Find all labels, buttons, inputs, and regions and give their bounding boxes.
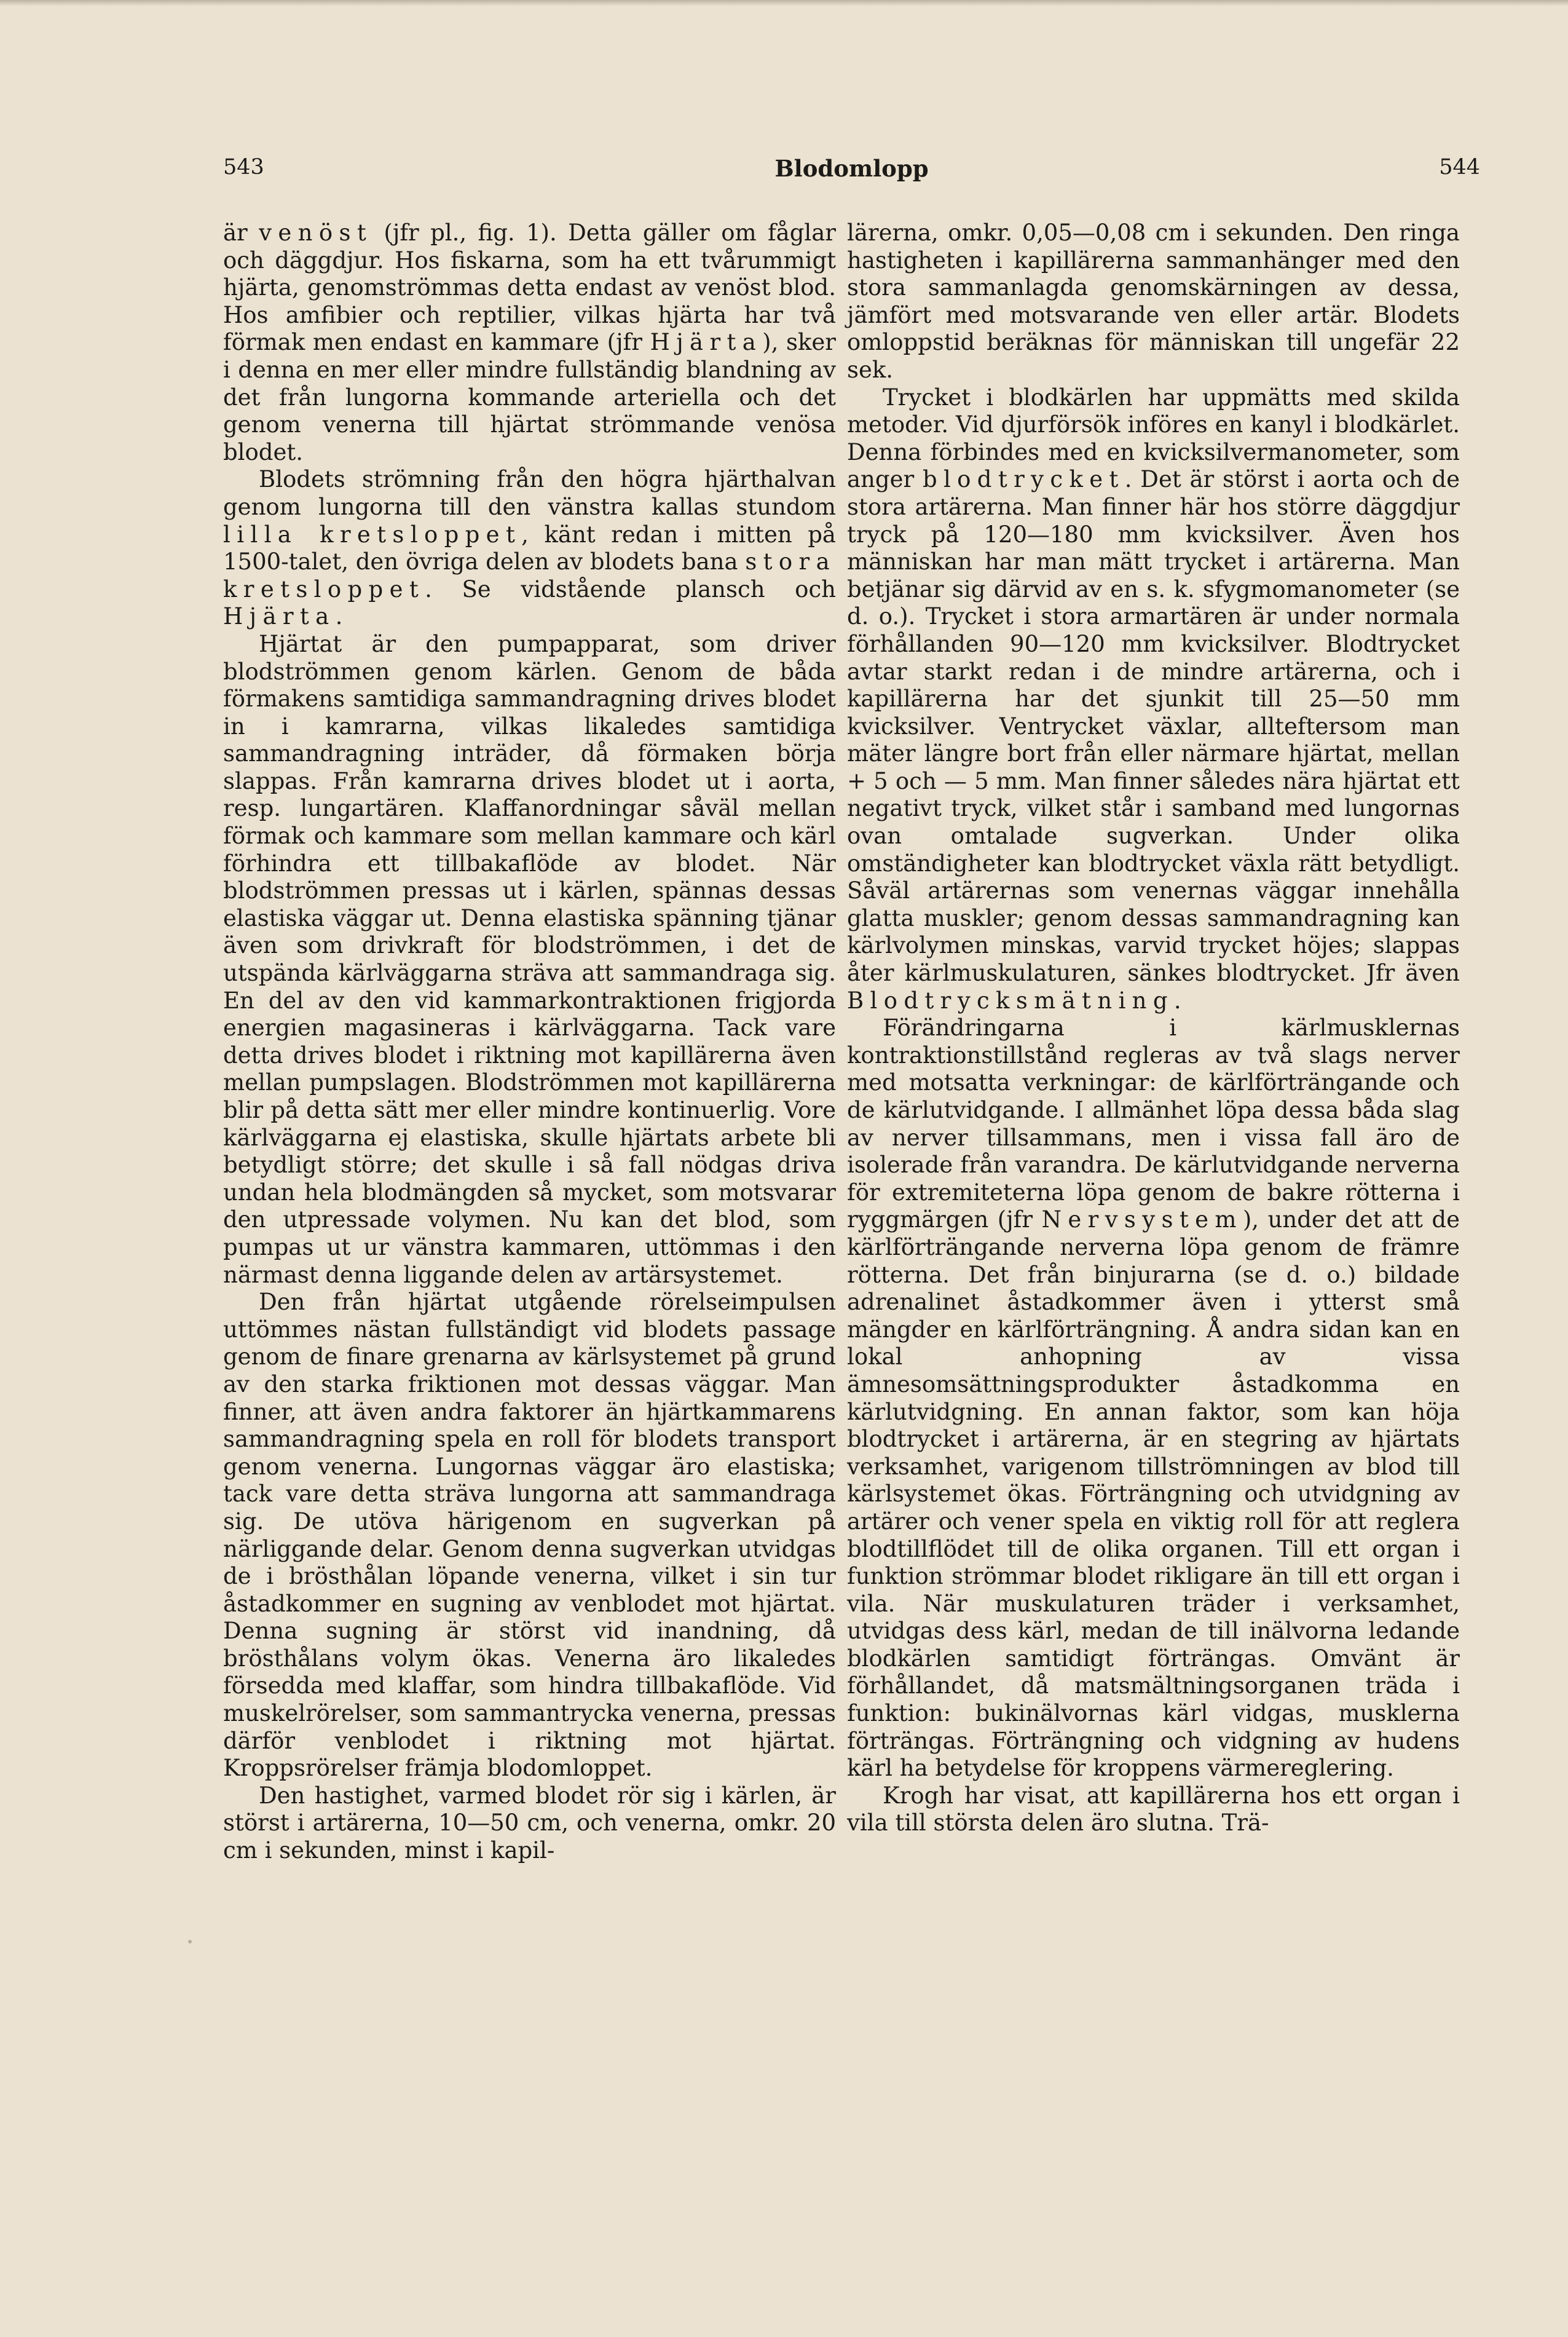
paragraph [847,1782,1460,1837]
text-run: Trycket i blodkärlen har uppmätts med skilda metoder. Vid djurförsök införes en kanyl i blodkärlet. Denna förbindes med en kvicksilvermanometer, som anger [847,384,1460,493]
page-top-edge [0,0,1568,6]
paragraph [847,1014,1460,1782]
text-run: ), under det att de kärlförträngande nerverna löpa genom de främre rötterna. Det från binjurarna (se d. o.) bildade adrenalinet åstadkommer även i ytterst små mängder en kärlförträngning. Å andra sidan kan en lokal anhopning av vissa ämnesomsättningsprodukter åstadkomma en kärlutvidgning. En annan faktor, som kan höja blodtrycket i artärerna, är en stegring av hjärtats verksamhet, varigenom tillströmningen av blod till kärlsystemet ökas. Förträngning och utvidgning av artärer och vener spela en viktig roll för att reglera blodtillflödet till de olika organen. Till ett organ i funktion strömmar blodet rikligare än till ett organ i vila. När muskulaturen träder i verksamhet, utvidgas dess kärl, medan de till inälvorna ledande blodkärlen samtidigt förträngas. Omvänt är förhållandet, då matsmältningsorganen träda i funktion: bukinälvornas kärl vidgas, musklerna förträngas. Förträngning och vidgning av hudens kärl ha betydelse för kroppens värmereglering. [847,1206,1460,1782]
right-column [847,219,1460,1837]
spaced-term: lilla kretsloppet [223,521,522,548]
page-header [223,155,1480,192]
text-run: (jfr pl., fig. 1). Detta gäller om fåglar och däggdjur. Hos fiskarna, som ha ett tvårummigt hjärta, genomströmmas detta endast av venöst blod. Hos amfibier och reptilier, vilkas hjärta har två förmak men endast en kammare (jfr [223,219,836,356]
paragraph [223,1289,836,1782]
text-run: . [1173,987,1181,1014]
text-run: , känt redan i mitten på 1500-talet, den övriga delen av blodets bana [223,521,836,575]
spaced-term: Hjärta [223,603,336,630]
paragraph [847,219,1460,384]
text-run: är [223,219,259,246]
text-run: Förändringarna i kärlmusklernas kontraktionstillstånd regleras av två slags nerver med motsatta verkningar: de kärlförträngande och de kärlutvidgande. I allmänhet löpa dessa båda slag av nerver tillsammans, men i vissa fall äro de isolerade från varandra. De kärlutvidgande nerverna för extremiteterna löpa genom de bakre rötterna i ryggmärgen (jfr [847,1014,1460,1233]
spaced-term: blodtrycket [922,466,1125,493]
text-run: . [335,603,343,630]
text-run: Krogh har visat, att kapillärerna hos ett organ i vila till största delen äro slutna. Trä- [847,1782,1460,1837]
spaced-term: Blodtrycksmätning [847,987,1174,1014]
text-run: Den hastighet, varmed blodet rör sig i kärlen, är störst i artärerna, 10—50 cm, och venerna, omkr. 20 cm i sekunden, minst i kapil- [223,1782,836,1864]
text-run: . Det är störst i aorta och de stora artärerna. Man finner här hos större däggdjur tryck på 120—180 mm kvicksilver. Även hos människan har man mätt trycket i artärerna. Man betjänar sig därvid av en s. k. sfygmomanometer (se d. o.). Trycket i stora armartären är under normala förhållanden 90—120 mm kvicksilver. Blodtrycket avtar starkt redan i de mindre artärerna, och i kapillärerna har det sjunkit till 25—50 mm kvicksilver. Ventrycket växlar, allteftersom man mäter längre bort från eller närmare hjärtat, mellan + 5 och — 5 mm. Man finner således nära hjärtat ett negativt tryck, vilket står i samband med lungornas ovan omtalade sugverkan. Under olika omständigheter kan blodtrycket växla rätt betydligt. Såväl artärernas som venernas väggar innehålla glatta muskler; genom dessas sammandragning kan kärlvolymen minskas, varvid trycket höjes; slappas åter kärlmuskulaturen, sänkes blodtrycket. Jfr även [847,466,1460,987]
page-number-left: 543 [223,155,264,180]
spaced-term: stora kretsloppet [223,548,836,603]
text-run: Den från hjärtat utgående rörelseimpulsen uttömmes nästan fullständigt vid blodets passage genom de finare grenarna av kärlsystemet på grund av den starka friktionen mot dessas väggar. Man finner, att även andra faktorer än hjärtkammarens sammandragning spela en roll för blodets transport genom venerna. Lungornas väggar äro elastiska; tack vare detta sträva lungorna att sammandraga sig. De utöva härigenom en sugverkan på närliggande delar. Genom denna sugverkan utvidgas de i brösthålan löpande venerna, vilket i sin tur åstadkommer en sugning av venblodet mot hjärtat. Denna sugning är störst vid inandning, då brösthålans volym ökas. Venerna äro likaledes försedda med klaffar, som hindra tillbakaflöde. Vid muskelrörelser, som sammantrycka venerna, pressas därför venblodet i riktning mot hjärtat. Kroppsrörelser främja blodomloppet. [223,1289,837,1782]
margin-mark [188,1940,192,1944]
paragraph [223,631,836,1289]
text-run: Hjärtat är den pumpapparat, som driver blodströmmen genom kärlen. Genom de båda förmakens samtidiga sammandragning drives blodet in i kamrarna, vilkas likaledes samtidiga sammandragning inträder, då förmaken börja slappas. Från kamrarna drives blodet ut i aorta, resp. lungartären. Klaffanordningar såväl mellan förmak och kammare som mellan kammare och kärl förhindra ett tillbakaflöde av blodet. När blodströmmen pressas ut i kärlen, spännas dessas elastiska väggar ut. Denna elastiska spänning tjänar även som drivkraft för blodströmmen, i det de utspända kärlväggarna sträva att sammandraga sig. En del av den vid kammarkontraktionen frigjorda energien magasineras i kärlväggarna. Tack vare detta drives blodet i riktning mot kapillärerna även mellan pumpslagen. Blodströmmen mot kapillärerna blir på detta sätt mer eller mindre kontinuerlig. Vore kärlväggarna ej elastiska, skulle hjärtats arbete bli betydligt större; det skulle i så fall nödgas driva undan hela blodmängden så mycket, som motsvarar den utpressade volymen. Nu kan det blod, som pumpas ut ur vänstra kammaren, uttömmas i den närmast denna liggande delen av artärsystemet. [223,630,836,1288]
text-run: ), sker i denna en mer eller mindre fullständig blandning av det från lungorna kommande arteriella och det genom venerna till hjärtat strömmande venösa blodet. [223,329,836,465]
paragraph [223,466,836,631]
paragraph [223,1782,836,1865]
left-column [223,219,836,1865]
spaced-term: venöst [259,219,373,246]
text-run: . Se vidstående plansch och [425,575,836,603]
page-number-right: 544 [1439,155,1480,180]
paragraph [223,219,836,466]
running-title: Blodomlopp [774,155,929,182]
spaced-term: Hjärta [650,329,763,356]
text-run: lärerna, omkr. 0,05—0,08 cm i sekunden. Den ringa hastigheten i kapillärerna sammanhänger med den stora sammanlagda genomskärningen av dessa, jämfört med motsvarande ven eller artär. Blodets omloppstid beräknas för människan till ungefär 22 sek. [847,219,1460,383]
paragraph [847,384,1460,1015]
text-run: Blodets strömning från den högra hjärthalvan genom lungorna till den vänstra kallas stundom [223,466,836,520]
spaced-term: Nervsystem [1041,1206,1243,1233]
